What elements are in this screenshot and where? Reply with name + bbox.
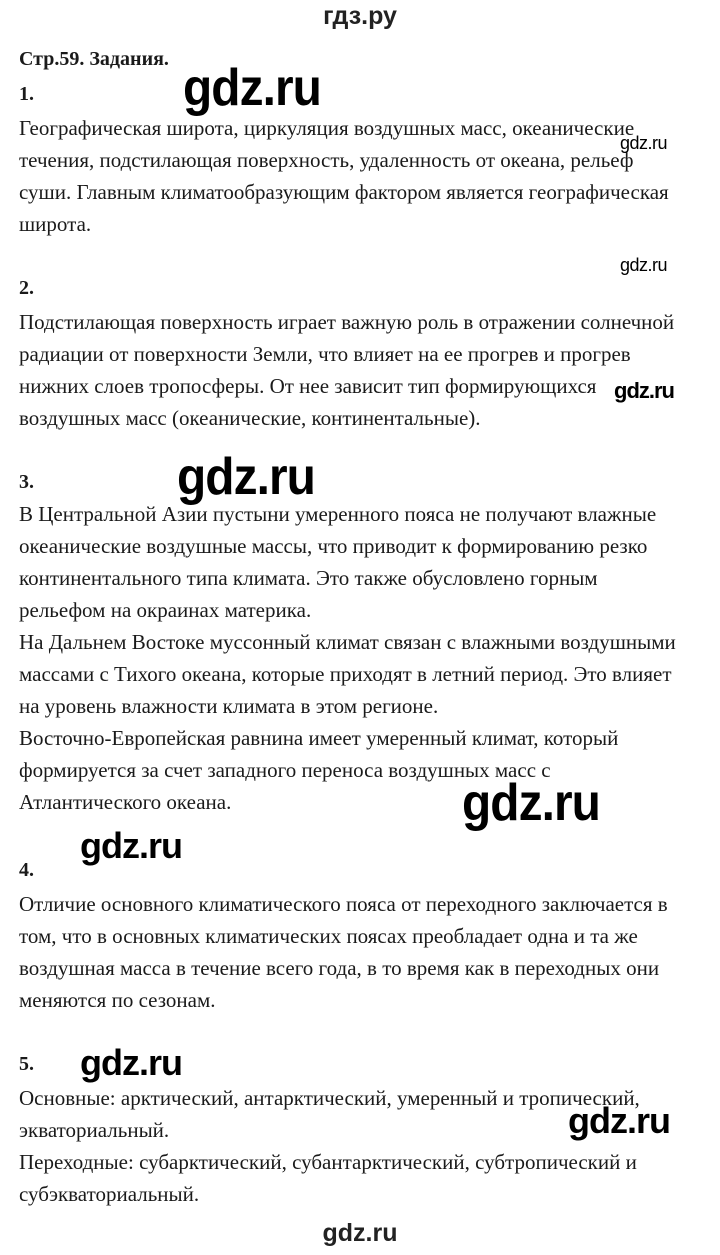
watermark: gdz.ru (80, 1042, 182, 1083)
text-line: На Дальнем Востоке муссонный климат связан с влажными воздушными (19, 630, 676, 654)
text-line: Географическая широта, циркуляция воздушных масс, океанические (19, 116, 635, 140)
text-line: воздушных масс (океанические, континентальные). (19, 406, 481, 430)
watermark: gdz.ru (614, 378, 674, 403)
text-line: континентального типа климата. Это также обусловлено горным (19, 566, 598, 590)
watermark: gdz.ru (568, 1100, 670, 1141)
text-line: Атлантического океана. (19, 790, 232, 814)
task-number-1: 1. (19, 83, 34, 105)
task-number-5: 5. (19, 1053, 34, 1075)
footer-watermark: gdz.ru (322, 1219, 398, 1247)
text-line: нижних слоев тропосферы. От нее зависит тип формирующихся (19, 374, 597, 398)
text-line: массами с Тихого океана, которые приходят в летний период. Это влияет (19, 662, 672, 686)
task-answer-4 (19, 888, 709, 1016)
text-line: радиации от поверхности Земли, что влияет на ее прогрев и прогрев (19, 342, 631, 366)
watermark: gdz.ru (80, 825, 182, 866)
watermark: gdz.ru (183, 59, 321, 117)
site-header: гдз.ру (323, 2, 397, 30)
task-number-2: 2. (19, 277, 34, 299)
text-line: суши. Главным климатообразующим фактором является географическая (19, 180, 669, 204)
watermark: gdz.ru (177, 448, 315, 506)
text-line: на уровень влажности климата в этом регионе. (19, 694, 439, 718)
task-number-3: 3. (19, 471, 34, 493)
task-answer-3 (19, 498, 709, 818)
task-answer-1 (19, 112, 709, 240)
text-line: экваториальный. (19, 1118, 170, 1142)
text-line: воздушная масса в течение всего года, в то время как в переходных они (19, 956, 660, 980)
text-line: Отличие основного климатического пояса от переходного заключается в (19, 892, 668, 916)
text-line: меняются по сезонам. (19, 988, 216, 1012)
page-title: Стр.59. Задания. (19, 48, 169, 70)
text-line: Подстилающая поверхность играет важную роль в отражении солнечной (19, 310, 675, 334)
text-line: течения, подстилающая поверхность, удаленность от океана, рельеф (19, 148, 634, 172)
watermark: gdz.ru (620, 133, 668, 153)
watermark: gdz.ru (620, 255, 668, 275)
text-line: океанические воздушные массы, что приводит к формированию резко (19, 534, 648, 558)
text-line: субэкваториальный. (19, 1182, 200, 1206)
text-line: широта. (19, 212, 92, 236)
text-line: формируется за счет западного переноса воздушных масс с (19, 758, 551, 782)
task-answer-2 (19, 306, 709, 434)
text-line: Переходные: субарктический, субантарктический, субтропический и (19, 1150, 637, 1174)
watermark: gdz.ru (462, 774, 600, 832)
text-line: том, что в основных климатических поясах преобладает одна и та же (19, 924, 638, 948)
text-line: Восточно-Европейская равнина имеет умеренный климат, который (19, 726, 619, 750)
task-number-4: 4. (19, 859, 34, 881)
text-line: Основные: арктический, антарктический, умеренный и тропический, (19, 1086, 640, 1110)
text-line: В Центральной Азии пустыни умеренного пояса не получают влажные (19, 502, 657, 526)
text-line: рельефом на окраинах материка. (19, 598, 312, 622)
